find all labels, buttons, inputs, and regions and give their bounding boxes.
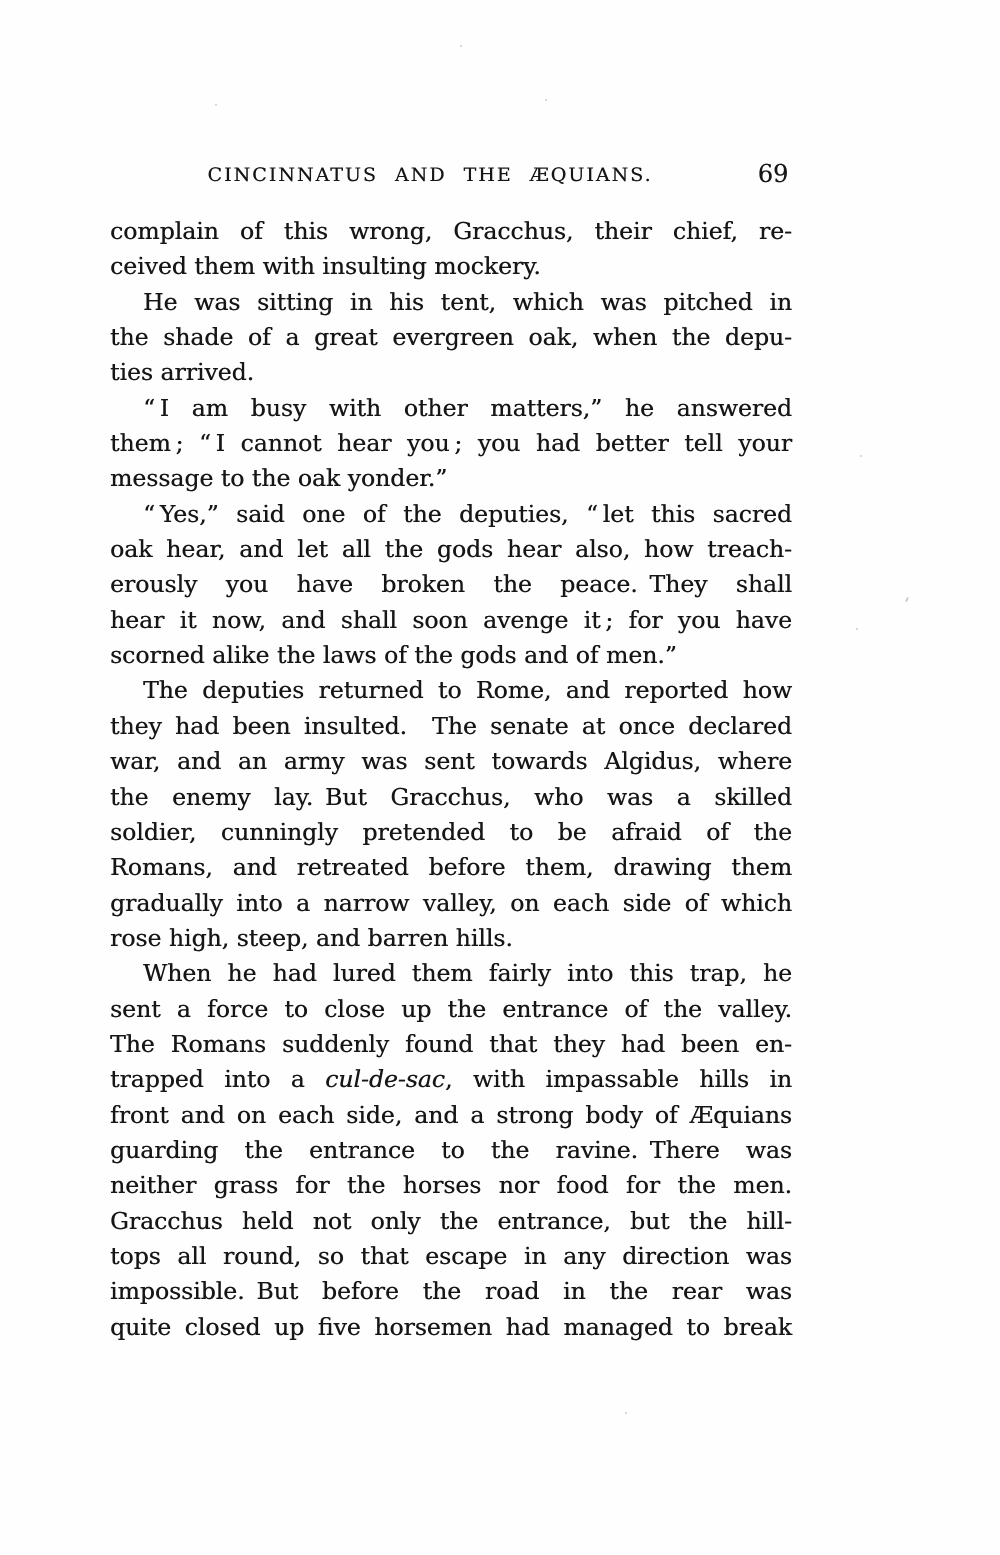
text-line: The deputies returned to Rome, and reported how (143, 676, 792, 705)
text-line: front and on each side, and a strong body of Æquians (110, 1100, 792, 1129)
text-line: ties arrived. (110, 358, 255, 387)
text-line: the shade of a great evergreen oak, when the depu- (110, 323, 792, 352)
text-line: scorned alike the laws of the gods and of men.” (110, 641, 677, 670)
text-line: When he had lured them fairly into this trap, he (143, 959, 792, 988)
italic-text: cul-de-sac (325, 1065, 445, 1094)
text-line: “ Yes,” said one of the deputies, “ let this sacred (143, 499, 792, 528)
text-line: message to the oak yonder.” (110, 464, 448, 493)
text-line: them ; “ I cannot hear you ; you had better tell your (110, 429, 792, 458)
text-line: impossible. But before the road in the rear was (110, 1277, 792, 1306)
text-line: guarding the entrance to the ravine. There was (110, 1135, 792, 1164)
scan-speck (856, 628, 858, 630)
text-line: neither grass for the horses nor food for the men. (110, 1171, 792, 1200)
regular-text: trapped into a (110, 1065, 326, 1094)
paragraph (110, 497, 792, 674)
text-line: erously you have broken the peace. They shall (110, 570, 792, 599)
regular-text: , with impassable hills in (444, 1065, 792, 1094)
text-line: quite closed up five horsemen had managed to break (110, 1312, 792, 1341)
running-head: CINCINNATUS AND THE ÆQUIANS. (207, 164, 653, 186)
scan-speck (860, 455, 862, 457)
text-line: war, and an army was sent towards Algidus, where (110, 747, 792, 776)
text-line: rose high, steep, and barren hills. (110, 923, 513, 952)
text-line: gradually into a narrow valley, on each side of which (110, 888, 792, 917)
text-line: oak hear, and let all the gods hear also, how treach- (110, 535, 792, 564)
text-line: soldier, cunningly pretended to be afraid of the (110, 817, 792, 846)
text-line: ceived them with insulting mockery. (110, 252, 541, 281)
paragraph (110, 285, 792, 391)
scan-speck (460, 45, 462, 47)
body-text (110, 214, 792, 1345)
text-line: “ I am busy with other matters,” he answered (143, 393, 792, 422)
text-line: the enemy lay. But Gracchus, who was a skilled (110, 782, 792, 811)
text-line: complain of this wrong, Gracchus, their chief, re- (110, 217, 792, 245)
text-line: He was sitting in his tent, which was pitched in (143, 287, 792, 316)
text-line: hear it now, and shall soon avenge it ; for you have (110, 605, 792, 634)
paragraph (110, 673, 792, 956)
text-line: Romans, and retreated before them, drawing them (110, 853, 792, 882)
scan-speck (625, 1412, 627, 1414)
text-line: they had been insulted. The senate at once declared (110, 711, 792, 740)
text-line: Gracchus held not only the entrance, but the hill- (110, 1206, 792, 1235)
scan-speck (545, 99, 547, 101)
scan-speck (905, 597, 909, 602)
text-line: tops all round, so that escape in any direction was (110, 1241, 792, 1270)
paragraph (110, 956, 792, 1345)
page-number: 69 (757, 160, 789, 188)
paragraph (110, 391, 792, 497)
text-line (110, 1062, 792, 1097)
text-line: The Romans suddenly found that they had been en- (110, 1029, 792, 1058)
paragraph (110, 214, 792, 285)
scan-speck (215, 104, 217, 106)
text-line: sent a force to close up the entrance of the valley. (110, 994, 792, 1023)
